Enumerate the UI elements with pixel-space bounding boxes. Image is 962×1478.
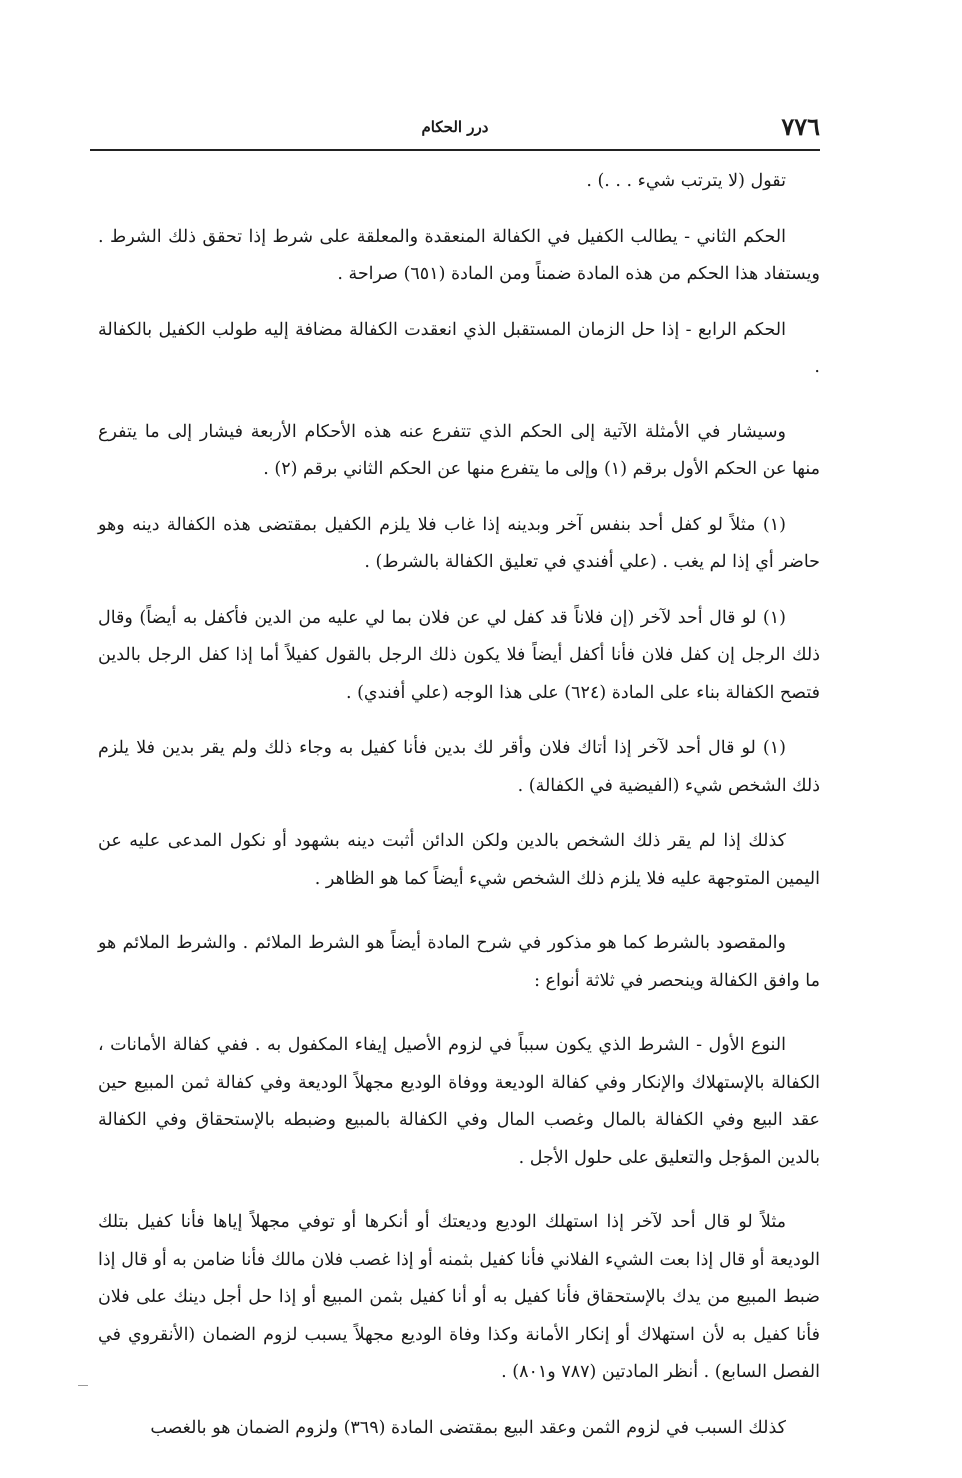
running-title: درر الحكام — [421, 118, 489, 136]
page-header — [90, 112, 820, 152]
paragraph: مثلاً لو قال أحد لآخر إذا استهلك الوديع وديعتك أو أنكرها أو توفي مجهلاً إياها فأنا كفيل بتلك الوديعة أو قال إذا بعت الشيء الفلاني فأنا كفيل بثمنه أو إذا غصب فلان مالك فأنا ضامن به أو قال إذا ضبط المبيع من يدك بالإستحقاق فأنا كفيل به أو أنا كفيل بثمن المبيع أو إذا حل أجل دينك على فلان فأنا كفيل به لأن استهلاك أو إنكار الأمانة وكذا وفاة الوديع مجهلاً يسبب لزوم الضمان (الأنقروي في الفصل السابع) . أنظر المادتين (٧٨٧ و٨٠١) . — [98, 1212, 820, 1382]
body-text — [98, 163, 820, 1447]
page-corner-mark — [78, 1385, 88, 1386]
paragraph: وسيشار في الأمثلة الآتية إلى الحكم الذي تتفرع عنه هذه الأحكام الأربعة فيشار إلى ما يتفرع منها عن الحكم الأول برقم (١) وإلى ما يتفرع منها عن الحكم الثاني برقم (٢) . — [98, 421, 820, 479]
paragraph: النوع الأول - الشرط الذي يكون سبباً في لزوم الأصيل إيفاء المكفول به . ففي كفالة الأمانات ، الكفالة بالإستهلاك والإنكار وفي كفالة الوديعة ووفاة الوديع مجهلاً الوديعة وفي كفالة ثمن المبيع حين عقد البيع وفي الكفالة بالمال وغصب المال وفي الكفالة بالمبيع وضبطه بالإستحقاق وفي الكفالة بالدين المؤجل والتعليق على حلول الأجل . — [98, 1035, 820, 1168]
paragraph: الحكم الثاني - يطالب الكفيل في الكفالة المنعقدة والمعلقة على شرط إذا تحقق ذلك الشرط . ويستفاد هذا الحكم من هذه المادة ضمناً ومن المادة (٦٥١) صراحة . — [98, 226, 820, 284]
paragraph: كذلك السبب في لزوم الثمن وعقد البيع بمقتضى المادة (٣٦٩) ولزوم الضمان هو بالغصب — [150, 1417, 786, 1438]
paragraph: تقول (لا يترتب شيء . . .) . — [586, 171, 786, 191]
page-number: ٧٧٦ — [781, 112, 820, 141]
paragraph: (١) لو قال أحد لآخر (إن فلاناً قد كفل لي عن فلان بما لي عليه من الدين فأكفل به أيضاً) وقال ذلك الرجل إن كفل فلان فأنا أكفل أيضاً فلا يكون ذلك الرجل بالقول كفيلاً أما إذا كفل الرجل بالدين فتصح الكفالة بناء على المادة (٦٢٤) على هذا الوجه (علي أفندي) . — [98, 607, 820, 703]
paragraph: والمقصود بالشرط كما هو مذكور في شرح المادة أيضاً هو الشرط الملائم . والشرط الملائم هو ما وافق الكفالة وينحصر في ثلاثة أنواع : — [98, 933, 820, 991]
header-rule — [90, 149, 820, 151]
paragraph: الحكم الرابع - إذا حل الزمان المستقبل الذي انعقدت الكفالة مضافة إليه طولب الكفيل بالكفالة . — [98, 319, 820, 377]
paragraph: (١) مثلاً لو كفل أحد بنفس آخر وبدينه إذا غاب فلا يلزم الكفيل بمقتضى هذه الكفالة دينه وهو حاضر أي إذا لم يغب . (علي أفندي في تعليق الكفالة بالشرط) . — [98, 514, 820, 572]
paragraph: كذلك إذا لم يقر ذلك الشخص بالدين ولكن الدائن أثبت دينه بشهود أو نكول المدعى عليه عن اليمين المتوجهة عليه فلا يلزم ذلك الشخص شيء أيضاً كما هو الظاهر . — [98, 831, 820, 889]
paragraph: (١) لو قال أحد لآخر إذا أتاك فلان وأقر لك بدين فأنا كفيل به وجاء ذلك ولم يقر بدين فلا يلزم ذلك الشخص شيء (الفيضية في الكفالة) . — [98, 738, 820, 796]
